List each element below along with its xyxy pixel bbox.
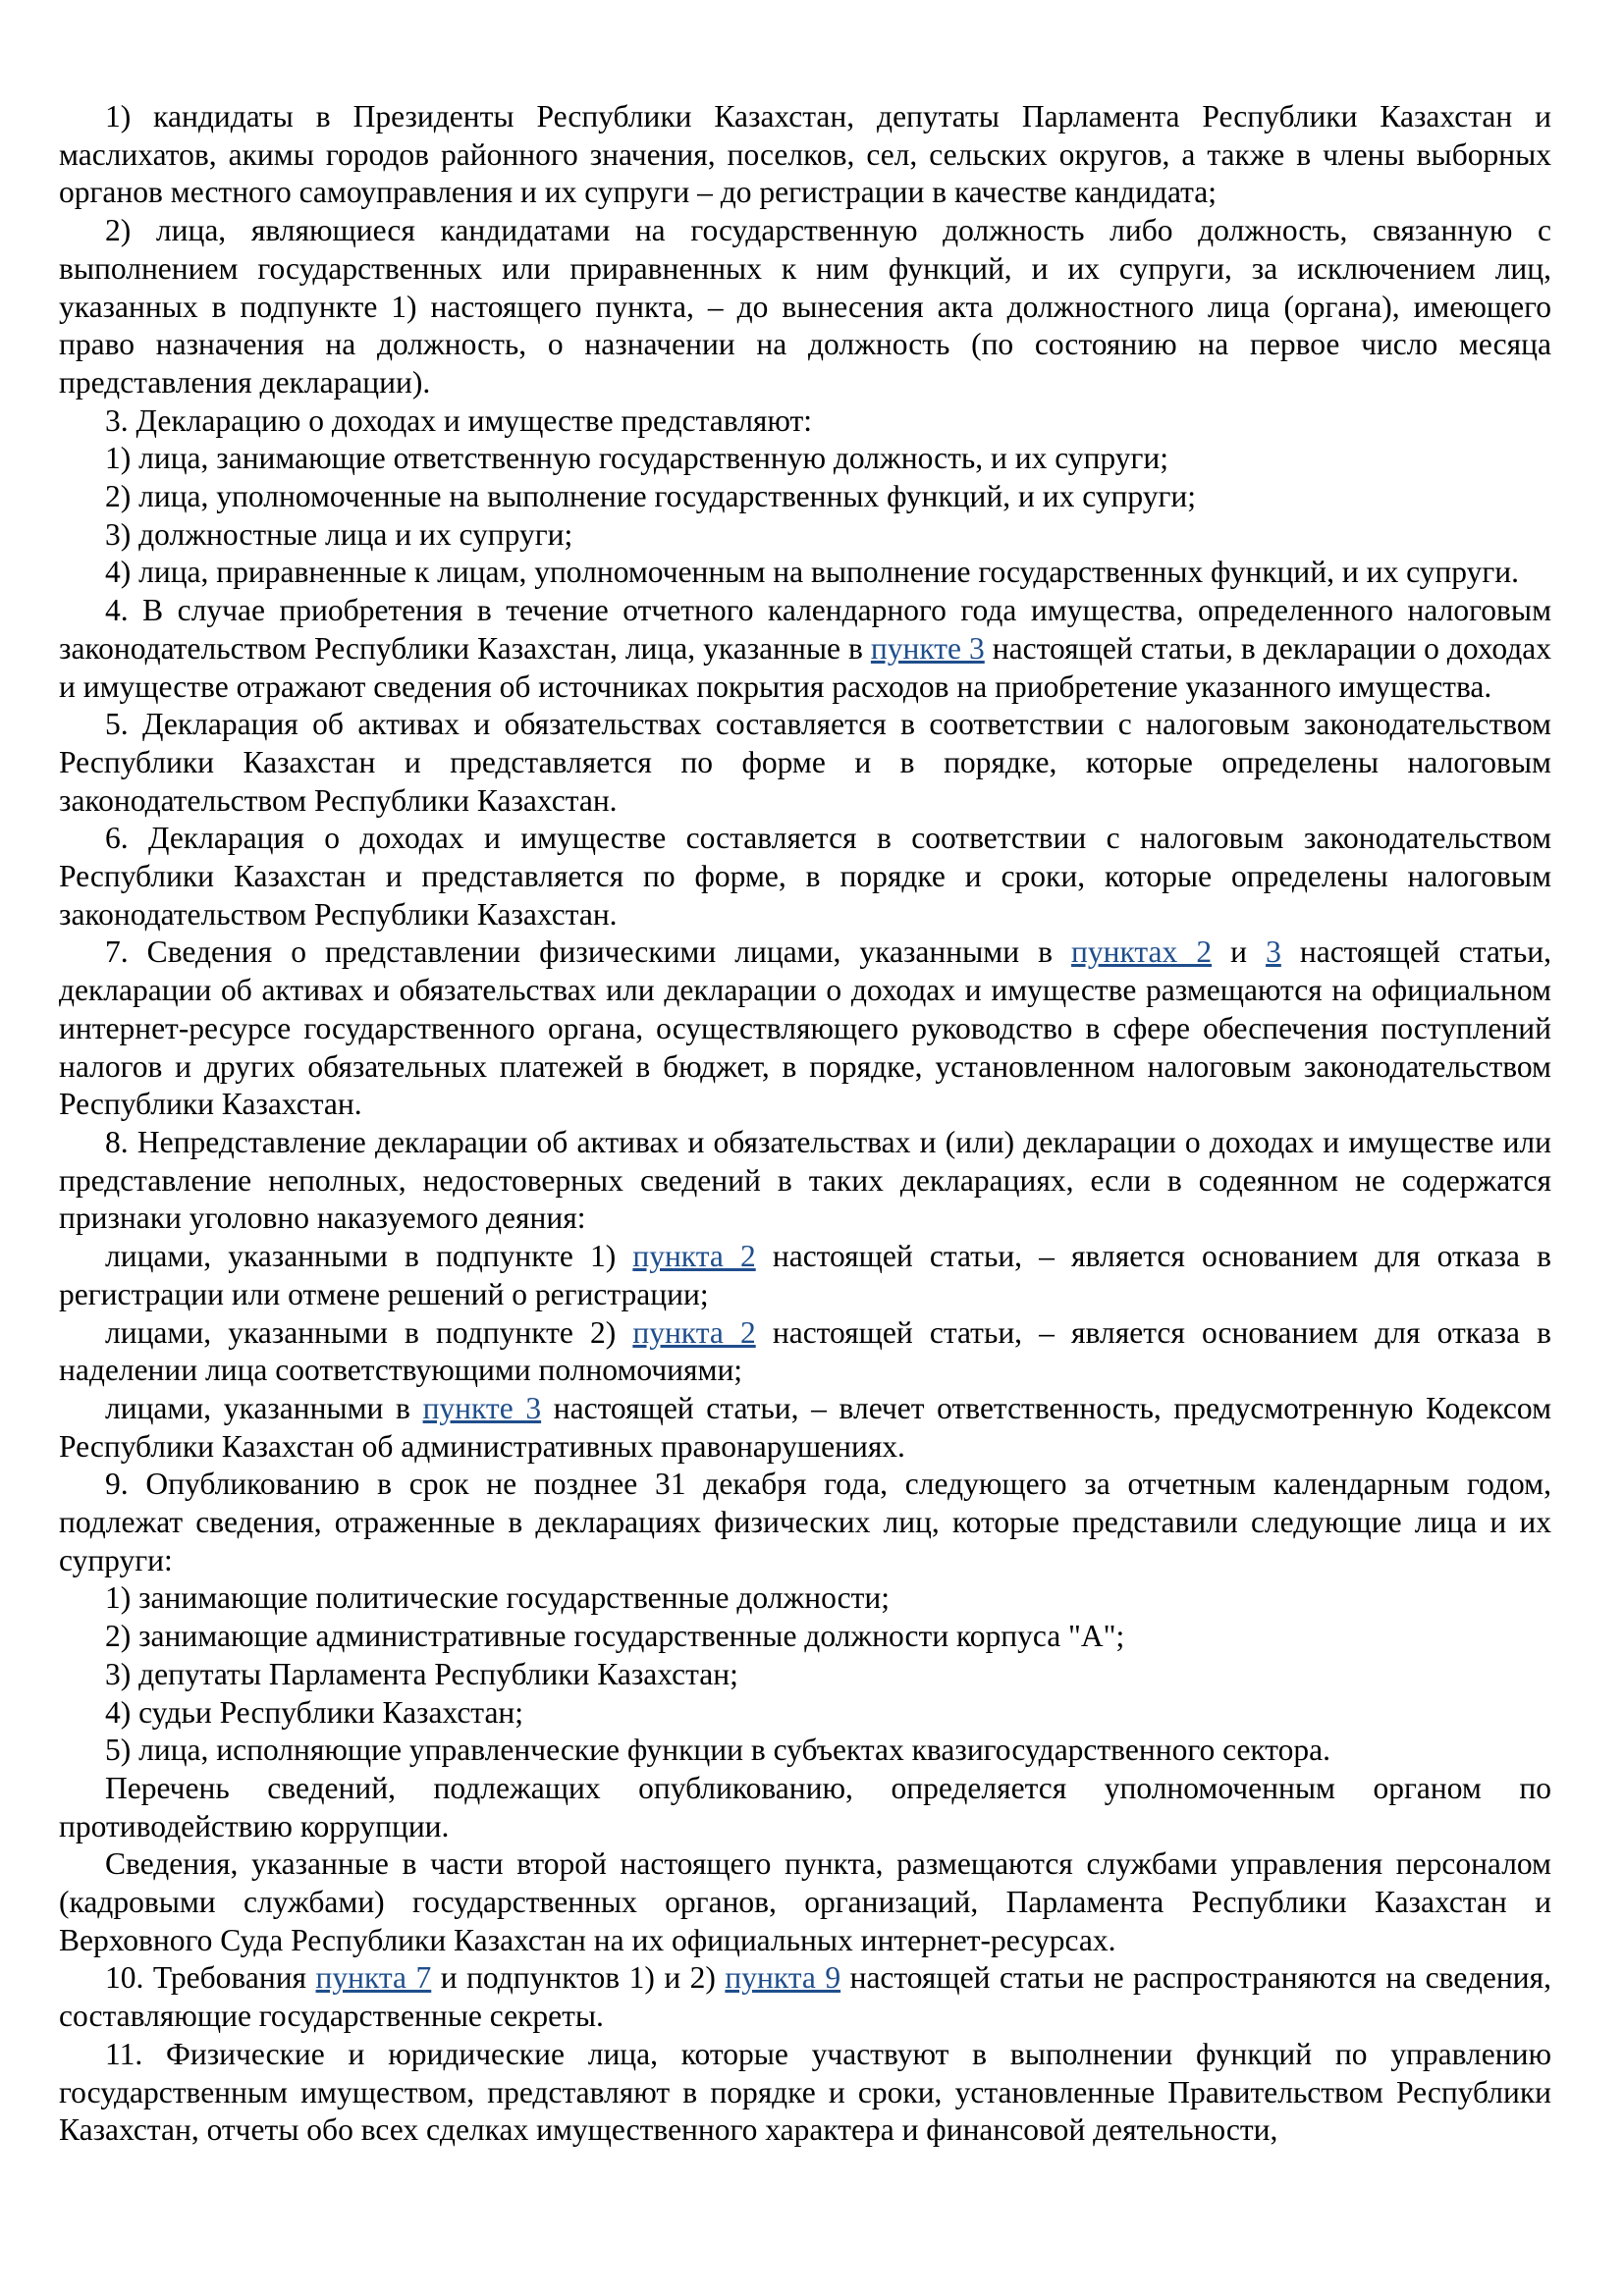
paragraph-text: и	[1212, 934, 1267, 970]
paragraph-text: 4) лица, приравненные к лицам, уполномоченным на выполнение государственных функций, и их супруги.	[105, 555, 1519, 590]
paragraph-text: 2) занимающие административные государственные должности корпуса "А";	[105, 1619, 1125, 1654]
paragraph-text: лицами, указанными в подпункте 1)	[105, 1239, 633, 1274]
paragraph	[59, 1466, 1551, 1579]
paragraph	[59, 1845, 1551, 1959]
paragraph	[59, 1314, 1551, 1390]
paragraph	[59, 402, 1551, 441]
cross-reference-link[interactable]: пункта 2	[632, 1314, 756, 1350]
paragraph	[59, 1732, 1551, 1770]
paragraph	[59, 1618, 1551, 1656]
paragraph-text: Сведения, указанные в части второй настоящего пункта, размещаются службами управления персоналом (кадровыми службами) государственных органов, организаций, Парламента Республики Казахстан и Верховного Суда Республики Казахстан на их официальных интернет-ресурсах.	[59, 1846, 1551, 1957]
paragraph	[59, 554, 1551, 592]
paragraph-text: настоящей статьи, – является основанием для отказа в наделении лица соответствующими полномочиями;	[59, 1314, 1551, 1388]
paragraph-text: 4) судьи Республики Казахстан;	[105, 1694, 524, 1730]
paragraph	[59, 516, 1551, 555]
paragraph	[59, 934, 1551, 1124]
document-body	[59, 98, 1551, 2150]
cross-reference-link[interactable]: пункте 3	[422, 1390, 542, 1425]
paragraph	[59, 1959, 1551, 2035]
cross-reference-link[interactable]: пункта 2	[632, 1239, 756, 1274]
paragraph	[59, 440, 1551, 478]
paragraph	[59, 1579, 1551, 1618]
paragraph-text: 2) лица, уполномоченные на выполнение государственных функций, и их супруги;	[105, 479, 1196, 514]
paragraph-text: настоящей статьи, в декларации о доходах и имуществе отражают сведения об источниках покрытия расходов на приобретение указанного имущества.	[59, 630, 1551, 704]
paragraph	[59, 706, 1551, 820]
paragraph-text: 1) кандидаты в Президенты Республики Казахстан, депутаты Парламента Республики Казахстан и маслихатов, акимы городов районного значения, поселков, сел, сельских округов, а также в члены выборных органов местного самоуправления и их супруги – до регистрации в качестве кандидата;	[59, 99, 1551, 210]
paragraph-text: настоящей статьи не распространяются на сведения, составляющие государственные секреты.	[59, 1960, 1551, 2034]
paragraph-text: 5) лица, исполняющие управленческие функции в субъектах квазигосударственного сектора.	[105, 1733, 1331, 1768]
paragraph	[59, 820, 1551, 934]
paragraph-text: 1) лица, занимающие ответственную государственную должность, и их супруги;	[105, 441, 1168, 476]
paragraph-text: 10. Требования	[105, 1960, 316, 1996]
paragraph-text: 1) занимающие политические государственные должности;	[105, 1580, 890, 1616]
paragraph-text: лицами, указанными в	[105, 1390, 423, 1425]
paragraph-text: 5. Декларация об активах и обязательствах составляется в соответствии с налоговым законодательством Республики Казахстан и представляется по форме и в порядке, которые определены налоговым законодательством Республики Казахстан.	[59, 707, 1551, 818]
paragraph-text: 9. Опубликованию в срок не позднее 31 декабря года, следующего за отчетным календарным годом, подлежат сведения, отраженные в декларациях физических лиц, которые представили следующие лица и их супруги:	[59, 1467, 1551, 1577]
paragraph	[59, 1390, 1551, 1466]
paragraph-text: 3) депутаты Парламента Республики Казахстан;	[105, 1656, 738, 1691]
paragraph-text: 3) должностные лица и их супруги;	[105, 516, 573, 552]
paragraph-text: 4. В случае приобретения в течение отчетного календарного года имущества, определенного налоговым законодательством Республики Казахстан, лица, указанные в	[59, 593, 1551, 666]
paragraph-text: 3. Декларацию о доходах и имуществе представляют:	[105, 402, 813, 438]
paragraph	[59, 98, 1551, 212]
paragraph	[59, 2036, 1551, 2150]
paragraph-text: 2) лица, являющиеся кандидатами на государственную должность либо должность, связанную с выполнением государственных или приравненных к ним функций, и их супруги, за исключением лиц, указанных в подпункте 1) настоящего пункта, – до вынесения акта должностного лица (органа), имеющего право назначения на должность, о назначении на должность (по состоянию на первое число месяца представления декларации).	[59, 213, 1551, 400]
paragraph-text: настоящей статьи, – является основанием для отказа в регистрации или отмене решений о регистрации;	[59, 1239, 1551, 1311]
cross-reference-link[interactable]: пунктах 2	[1071, 934, 1213, 970]
paragraph-text: настоящей статьи, – влечет ответственность, предусмотренную Кодексом Республики Казахстан об административных правонарушениях.	[59, 1390, 1551, 1464]
paragraph-text: 11. Физические и юридические лица, которые участвуют в выполнении функций по управлению государственным имуществом, представляют в порядке и сроки, установленные Правительством Республики Казахстан, отчеты обо всех сделках имущественного характера и финансовой деятельности,	[59, 2036, 1551, 2148]
paragraph	[59, 1770, 1551, 1845]
paragraph	[59, 478, 1551, 516]
cross-reference-link[interactable]: 3	[1266, 934, 1281, 970]
paragraph	[59, 1656, 1551, 1694]
paragraph-text: 8. Непредставление декларации об активах и обязательствах и (или) декларации о доходах и имуществе или представление неполных, недостоверных сведений в таких декларациях, если в содеянном не содержатся признаки уголовно наказуемого деяния:	[59, 1124, 1551, 1236]
cross-reference-link[interactable]: пункта 9	[725, 1960, 841, 1996]
paragraph-text: лицами, указанными в подпункте 2)	[105, 1314, 633, 1350]
paragraph-text: 6. Декларация о доходах и имуществе составляется в соответствии с налоговым законодательством Республики Казахстан и представляется по форме, в порядке и сроки, которые определены налоговым законодательством Республики Казахстан.	[59, 821, 1551, 932]
paragraph	[59, 212, 1551, 402]
paragraph	[59, 1694, 1551, 1733]
paragraph	[59, 592, 1551, 706]
paragraph-text: 7. Сведения о представлении физическими лицами, указанными в	[105, 934, 1072, 970]
cross-reference-link[interactable]: пункта 7	[315, 1960, 432, 1996]
cross-reference-link[interactable]: пункте 3	[870, 630, 985, 666]
paragraph	[59, 1124, 1551, 1238]
paragraph	[59, 1238, 1551, 1313]
paragraph-text: и подпунктов 1) и 2)	[431, 1960, 726, 1996]
paragraph-text: Перечень сведений, подлежащих опубликованию, определяется уполномоченным органом по противодействию коррупции.	[59, 1770, 1551, 1843]
paragraph-text: настоящей статьи, декларации об активах и обязательствах или декларации о доходах и имуществе размещаются на официальном интернет-ресурсе государственного органа, осуществляющего руководство в сфере обеспечения поступлений налогов и других обязательных платежей в бюджет, в порядке, установленном налоговым законодательством Республики Казахстан.	[59, 934, 1551, 1122]
